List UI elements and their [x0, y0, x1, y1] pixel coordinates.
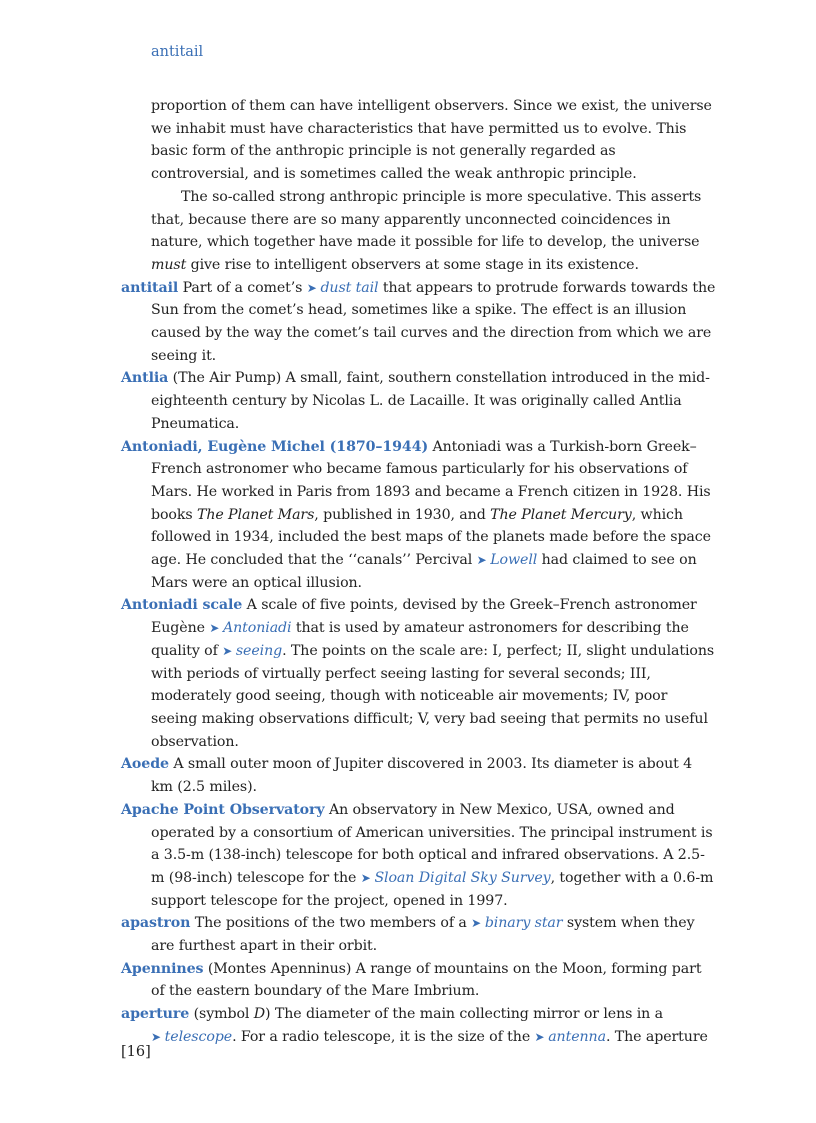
- cross-reference-arrow-icon: ➤: [209, 621, 223, 636]
- cross-reference-link[interactable]: binary star: [484, 915, 563, 932]
- entry-list: [121, 277, 716, 1049]
- entry-headword: Antoniadi scale: [121, 597, 243, 614]
- cross-reference-link[interactable]: seeing: [235, 642, 283, 659]
- cross-reference-link[interactable]: antenna: [548, 1028, 606, 1045]
- continuation-text: [121, 95, 716, 277]
- cross-reference-arrow-icon: ➤: [306, 280, 321, 295]
- cross-reference-arrow-icon: ➤: [222, 643, 236, 658]
- entry-antoniadi: Antoniadi, Eugène Michel (1870–1944) Antoniadi was a Turkish-born Greek–French astronomer who became famous particularly for his observations of Mars. He worked in Paris from 1893 and became a French citizen in 1928. His books The Planet Mars, published in 1930, and The Planet Mercury, which followed in 1934, included the best maps of the planets made before the space age. He concluded that the ‘‘canals’’ Percival ➤ Lowell had claimed to see on Mars were an optical illusion.: [121, 438, 711, 591]
- entry-aoede: Aoede A small outer moon of Jupiter discovered in 2003. Its diameter is about 4 km (2.5 miles).: [121, 756, 693, 796]
- italic-text: must: [151, 256, 187, 273]
- entry-aperture: aperture (symbol D) The diameter of the main collecting mirror or lens in a ➤ telescope. For a radio telescope, it is the size of the ➤ antenna. The aperture: [121, 1006, 708, 1045]
- cross-reference-arrow-icon: ➤: [471, 916, 485, 931]
- cross-reference-link[interactable]: Lowell: [490, 552, 538, 569]
- entry-headword: Antlia: [121, 370, 169, 387]
- entry-headword: Apache Point Observatory: [121, 801, 325, 818]
- entry-headword: Antoniadi, Eugène Michel (1870–1944): [121, 438, 429, 455]
- entry-apache-point: Apache Point Observatory An observatory in New Mexico, USA, owned and operated by a consortium of American universities. The principal instrument is a 3.5-m (138-inch) telescope for both optical and infrared observations. A 2.5-m (98-inch) telescope for the ➤ Sloan Digital Sky Survey, together with a 0.6-m support telescope for the project, opened in 1997.: [121, 801, 714, 909]
- italic-text: The Planet Mercury: [490, 506, 632, 523]
- cross-reference-arrow-icon: ➤: [476, 553, 491, 568]
- cross-reference-arrow-icon: ➤: [534, 1029, 549, 1044]
- italic-text: D: [253, 1006, 266, 1023]
- entry-apennines: Apennines (Montes Apenninus) A range of mountains on the Moon, forming part of the eastern boundary of the Mare Imbrium.: [121, 960, 702, 1000]
- entry-headword: apastron: [121, 915, 191, 932]
- cross-reference-link[interactable]: telescope: [164, 1028, 233, 1045]
- entry-headword: aperture: [121, 1006, 190, 1023]
- entry-headword: Apennines: [121, 960, 204, 977]
- entry-apastron: apastron The positions of the two members of a ➤ binary star system when they are furthest apart in their orbit.: [121, 915, 695, 955]
- page-number: [16]: [121, 1044, 151, 1060]
- italic-text: The Planet Mars: [196, 506, 315, 523]
- body-paragraph: The so-called strong anthropic principle is more speculative. This asserts that, because there are so many apparently unconnected coincidences in nature, which together have made it possible for life to develop, the universe must give rise to intelligent observers at some stage in its existence.: [151, 188, 702, 273]
- entry-antlia: Antlia (The Air Pump) A small, faint, southern constellation introduced in the mid-eighteenth century by Nicolas L. de Lacaille. It was originally called Antlia Pneumatica.: [121, 370, 710, 432]
- body-paragraph: proportion of them can have intelligent observers. Since we exist, the universe we inhabit must have characteristics that have permitted us to evolve. This basic form of the anthropic principle is not generally regarded as controversial, and is sometimes called the weak anthropic principle.: [151, 98, 712, 183]
- entry-headword: antitail: [121, 279, 179, 296]
- cross-reference-link[interactable]: dust tail: [320, 279, 379, 296]
- entry-antoniadi-scale: Antoniadi scale A scale of five points, devised by the Greek–French astronomer Eugène ➤ Antoniadi that is used by amateur astronomers for describing the quality of ➤ seeing. The points on the scale are: I, perfect; II, slight undulations with periods of virtually perfect seeing lasting for several seconds; III, moderately good seeing, though with noticeable air movements; IV, poor seeing making observations difficult; V, very bad seeing that permits no useful observation.: [121, 597, 715, 750]
- running-head: antitail: [151, 44, 204, 60]
- entry-headword: Aoede: [121, 756, 169, 773]
- cross-reference-link[interactable]: Sloan Digital Sky Survey: [374, 869, 551, 886]
- cross-reference-arrow-icon: ➤: [360, 870, 375, 885]
- dictionary-text: [121, 95, 716, 1049]
- cross-reference-arrow-icon: ➤: [151, 1029, 165, 1044]
- cross-reference-link[interactable]: Antoniadi: [223, 620, 292, 637]
- entry-antitail: antitail Part of a comet’s ➤ dust tail that appears to protrude forwards towards the Sun from the comet’s head, sometimes like a spike. The effect is an illusion caused by the way the comet’s tail curves and the direction from which we are seeing it.: [121, 279, 716, 364]
